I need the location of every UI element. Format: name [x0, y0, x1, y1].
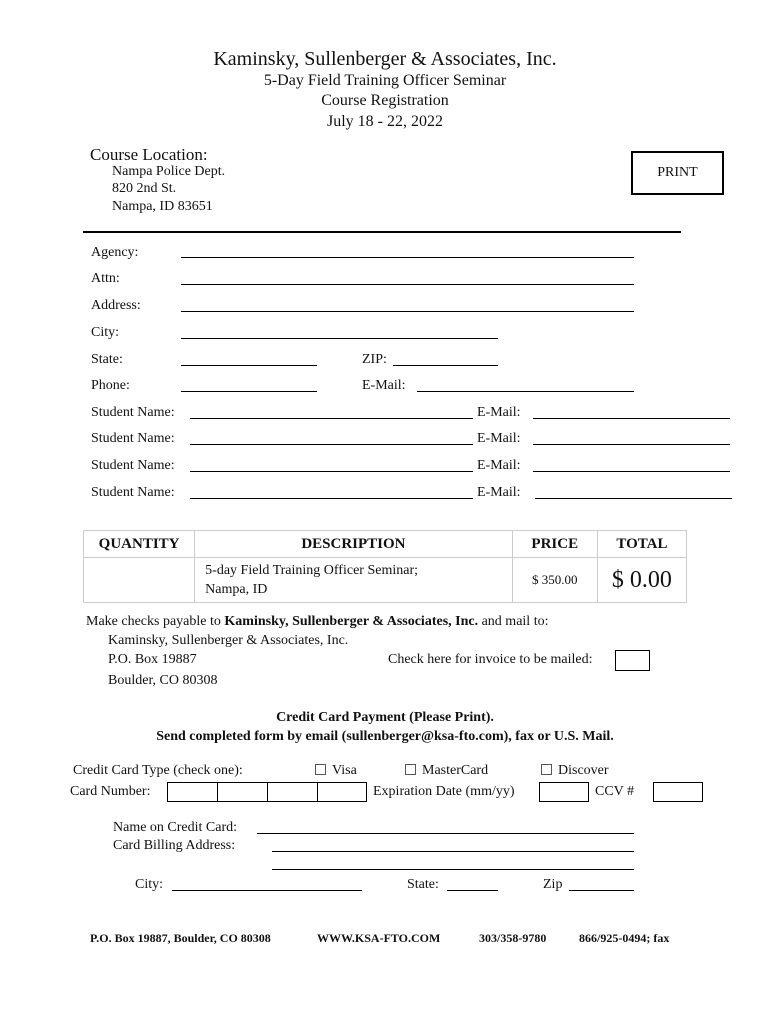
mastercard-option[interactable] — [405, 763, 488, 779]
card-number-segment[interactable] — [217, 782, 268, 802]
card-number-segment[interactable] — [167, 782, 218, 802]
table-header-row — [84, 531, 687, 558]
billing-state-field[interactable] — [447, 890, 498, 891]
course-dates: July 18 - 22, 2022 — [327, 113, 443, 130]
card-number-segment[interactable] — [267, 782, 318, 802]
visa-checkbox[interactable] — [315, 764, 326, 775]
card-number-label: Card Number: — [70, 784, 151, 799]
total-header: TOTAL — [597, 531, 686, 558]
price-header: PRICE — [512, 531, 597, 558]
footer-fax: 866/925-0494; fax — [579, 931, 670, 945]
email-label: E-Mail: — [362, 378, 406, 393]
attn-field[interactable] — [181, 284, 634, 285]
agency-field[interactable] — [181, 257, 634, 258]
seminar-title: 5-Day Field Training Officer Seminar — [263, 72, 507, 89]
location-line-3: Nampa, ID 83651 — [112, 199, 213, 214]
mastercard-checkbox[interactable] — [405, 764, 416, 775]
student-email-label: E-Mail: — [477, 485, 521, 500]
price-cell: $ 350.00 — [512, 558, 597, 603]
ccv-label: CCV # — [595, 784, 635, 799]
print-button[interactable]: PRINT — [631, 151, 724, 195]
expiration-field[interactable] — [539, 782, 589, 802]
email-field[interactable] — [417, 391, 634, 392]
student-name-field[interactable] — [190, 471, 473, 472]
student-email-label: E-Mail: — [477, 431, 521, 446]
credit-card-title: Credit Card Payment (Please Print). — [276, 710, 494, 725]
student-email-label: E-Mail: — [477, 405, 521, 420]
footer-address: P.O. Box 19887, Boulder, CO 80308 — [90, 931, 271, 945]
description-line-2: Nampa, ID — [205, 582, 268, 597]
location-line-1: Nampa Police Dept. — [112, 164, 226, 179]
mastercard-label: MasterCard — [422, 763, 489, 778]
phone-field[interactable] — [181, 391, 317, 392]
student-email-field[interactable] — [533, 471, 730, 472]
visa-label: Visa — [332, 763, 357, 778]
footer-website[interactable]: WWW.KSA-FTO.COM — [317, 931, 441, 945]
ccv-field[interactable] — [653, 782, 703, 802]
zip-field[interactable] — [393, 365, 498, 366]
city-field[interactable] — [181, 338, 498, 339]
agency-label: Agency: — [91, 245, 139, 260]
discover-option[interactable] — [541, 763, 609, 779]
card-number-segment[interactable] — [317, 782, 367, 802]
quantity-cell[interactable] — [84, 558, 195, 603]
attn-label: Attn: — [91, 271, 120, 286]
name-on-card-label: Name on Credit Card: — [113, 820, 238, 835]
student-email-field[interactable] — [533, 418, 730, 419]
checks-prefix: Make checks payable to — [86, 614, 225, 629]
expiration-label: Expiration Date (mm/yy) — [373, 784, 515, 799]
student-name-label: Student Name: — [91, 431, 175, 446]
city-label: City: — [91, 325, 120, 340]
billing-address-field[interactable] — [272, 851, 634, 852]
name-on-card-field[interactable] — [257, 833, 634, 834]
location-line-2: 820 2nd St. — [112, 181, 177, 196]
student-name-field[interactable] — [190, 444, 473, 445]
billing-address-field[interactable] — [272, 869, 634, 870]
invoice-label: Check here for invoice to be mailed: — [388, 652, 593, 667]
zip-label: ZIP: — [362, 352, 387, 367]
card-type-label: Credit Card Type (check one): — [73, 763, 243, 778]
billing-zip-label: Zip — [543, 877, 563, 892]
order-table — [83, 530, 687, 603]
student-name-field[interactable] — [190, 498, 473, 499]
student-email-field[interactable] — [533, 444, 730, 445]
address-field[interactable] — [181, 311, 634, 312]
course-location-heading: Course Location: — [90, 145, 208, 164]
mail-line-1: Kaminsky, Sullenberger & Associates, Inc. — [108, 633, 349, 648]
discover-checkbox[interactable] — [541, 764, 552, 775]
address-label: Address: — [91, 298, 141, 313]
checks-payee: Kaminsky, Sullenberger & Associates, Inc. — [224, 614, 479, 629]
checks-suffix: and mail to: — [478, 614, 549, 629]
student-name-label: Student Name: — [91, 458, 175, 473]
section-divider — [83, 231, 681, 233]
table-row — [84, 558, 687, 603]
description-cell — [195, 558, 513, 603]
student-name-label: Student Name: — [91, 405, 175, 420]
footer-phone: 303/358-9780 — [479, 931, 547, 945]
billing-zip-field[interactable] — [569, 890, 634, 891]
billing-state-label: State: — [407, 877, 439, 892]
checks-payable-text — [86, 614, 548, 630]
discover-label: Discover — [558, 763, 609, 778]
company-title: Kaminsky, Sullenberger & Associates, Inc. — [213, 48, 557, 70]
visa-option[interactable] — [315, 763, 357, 779]
billing-city-field[interactable] — [172, 890, 362, 891]
mail-line-2: P.O. Box 19887 — [108, 652, 197, 667]
registration-title: Course Registration — [321, 92, 449, 109]
state-field[interactable] — [181, 365, 317, 366]
description-line-1: 5-day Field Training Officer Seminar; — [205, 563, 418, 578]
student-email-label: E-Mail: — [477, 458, 521, 473]
credit-card-instructions: Send completed form by email (sullenberger@ksa-fto.com), fax or U.S. Mail. — [156, 729, 614, 744]
quantity-header: QUANTITY — [84, 531, 195, 558]
student-email-field[interactable] — [535, 498, 732, 499]
billing-city-label: City: — [135, 877, 164, 892]
phone-label: Phone: — [91, 378, 130, 393]
mail-line-3: Boulder, CO 80308 — [108, 673, 218, 688]
state-label: State: — [91, 352, 123, 367]
student-name-field[interactable] — [190, 418, 473, 419]
invoice-checkbox[interactable] — [615, 650, 650, 671]
billing-address-label: Card Billing Address: — [113, 838, 236, 853]
student-name-label: Student Name: — [91, 485, 175, 500]
description-header: DESCRIPTION — [195, 531, 513, 558]
total-cell: $ 0.00 — [597, 558, 686, 603]
